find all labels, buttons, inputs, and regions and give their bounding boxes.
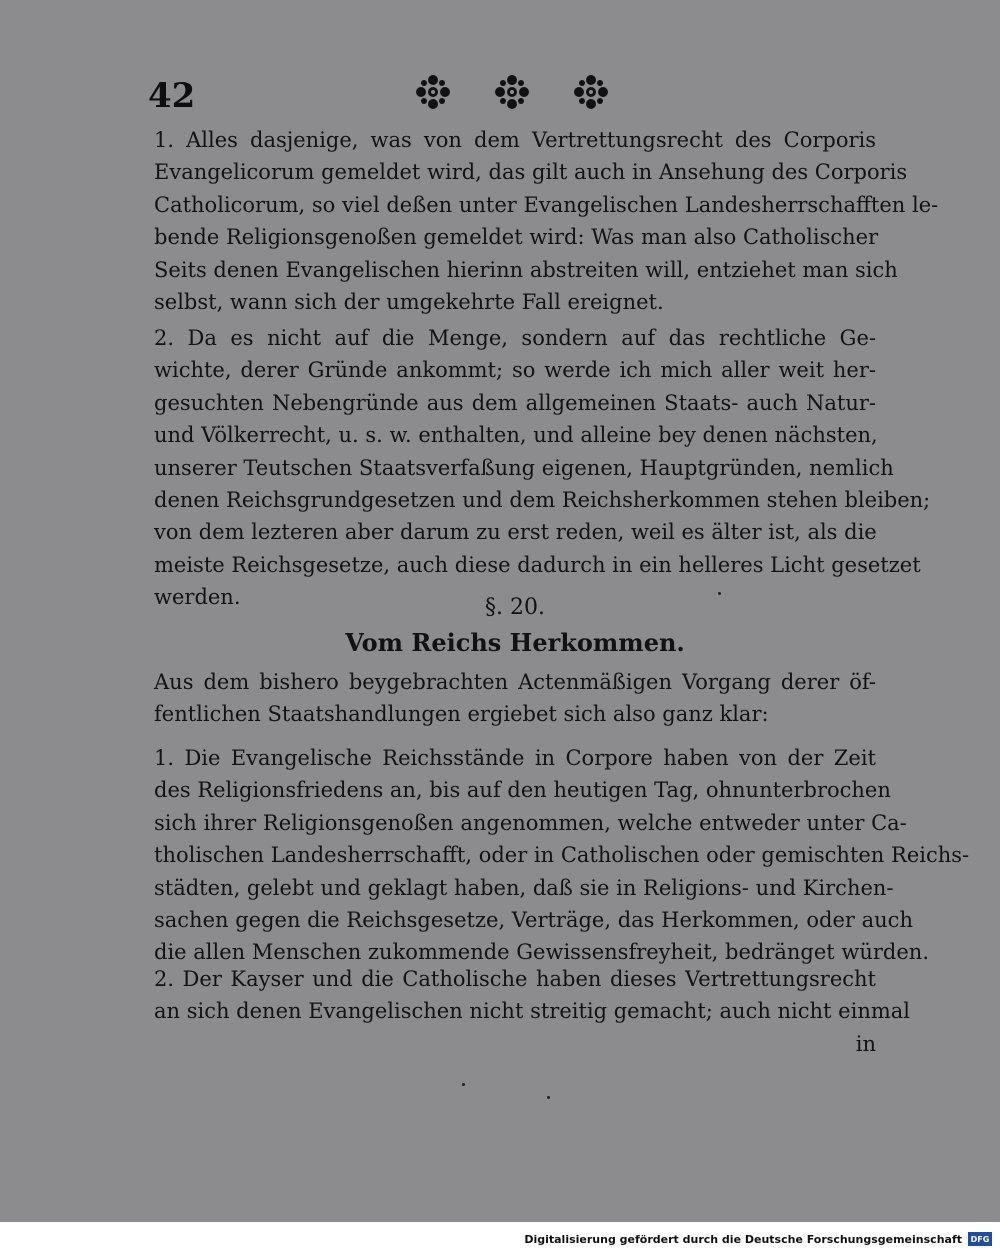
text-line: selbst, wann sich der umgekehrte Fall ereignet. [154, 289, 664, 314]
digitization-footer [524, 1232, 992, 1246]
text-line: meiste Reichsgesetze, auch diese dadurch in ein helleres Licht gesetzet [154, 552, 921, 577]
text-line: des Religionsfriedens an, bis auf den heutigen Tag, ohnunterbrochen [154, 778, 891, 803]
section-number: §. 20. [485, 595, 545, 620]
text-line: Evangelicorum gemeldet wird, das gilt auch in Ansehung des Corporis [154, 160, 908, 185]
print-speck [718, 592, 721, 595]
text-line: tholischen Landesherrschafft, oder in Catholischen oder gemischten Reichs- [154, 843, 970, 868]
paragraph-2 [154, 322, 931, 614]
text-line: wichte, derer Gründe ankommt; so werde ich mich aller weit her- [154, 358, 876, 383]
text-line: 1. Die Evangelische Reichsstände in Corpore haben von der Zeit [154, 746, 876, 770]
paragraph-3 [154, 666, 876, 731]
text-line: von dem lezteren aber darum zu erst reden, weil es älter ist, als die [154, 520, 877, 545]
text-line: Aus dem bishero beygebrachten Actenmäßigen Vorgang derer öf- [154, 670, 876, 694]
paragraph-5 [154, 963, 910, 1060]
footer-credit: Digitalisierung gefördert durch die Deutsche Forschungsgemeinschaft [524, 1232, 962, 1246]
text-line: unserer Teutschen Staatsverfaßung eigenen, Hauptgründen, nemlich [154, 455, 894, 480]
text-line: die allen Menschen zukommende Gewissensfreyheit, bedränget würden. [154, 940, 930, 965]
text-line: werden. [154, 585, 241, 610]
text-line: fentlichen Staatshandlungen ergiebet sich also ganz klar: [154, 702, 769, 727]
text-line: sich ihrer Religionsgenoßen angenommen, welche entweder unter Ca- [154, 810, 907, 835]
print-speck [462, 1083, 465, 1086]
text-line: und Völkerrecht, u. s. w. enthalten, und alleine bey denen nächsten, [154, 423, 878, 448]
paragraph-4 [154, 742, 970, 969]
text-line: Catholicorum, so viel deßen unter Evangelischen Landesherrschafften le- [154, 192, 939, 217]
text-line: 2. Der Kayser und die Catholische haben dieses Vertrettungsrecht [154, 967, 876, 991]
section-heading: Vom Reichs Herkommen. [345, 628, 685, 657]
floral-ornament-icon [413, 72, 453, 112]
floral-ornament-icon [492, 72, 532, 112]
text-line: an sich denen Evangelischen nicht streitig gemacht; auch nicht einmal [154, 999, 910, 1024]
paragraph-1 [154, 124, 939, 318]
text-line: städten, gelebt und geklagt haben, daß sie in Religions- und Kirchen- [154, 875, 894, 900]
text-line: bende Religionsgenoßen gemeldet wird: Was man also Catholischer [154, 225, 879, 250]
dfg-logo-icon: DFG [968, 1232, 992, 1246]
print-speck [547, 1096, 550, 1099]
text-line: 1. Alles dasjenige, was von dem Vertrettungsrecht des Corporis [154, 128, 876, 152]
catchword: in [855, 1031, 876, 1056]
text-line: Seits denen Evangelischen hierinn abstreiten will, entziehet man sich [154, 257, 898, 282]
text-line: gesuchten Nebengründe aus dem allgemeinen Staats- auch Natur- [154, 390, 876, 415]
text-line: 2. Da es nicht auf die Menge, sondern auf das rechtliche Ge- [154, 326, 876, 350]
text-line: sachen gegen die Reichsgesetze, Verträge, das Herkommen, oder auch [154, 907, 913, 932]
page-number: 42 [148, 76, 196, 116]
text-line: denen Reichsgrundgesetzen und dem Reichsherkommen stehen bleiben; [154, 487, 931, 512]
floral-ornament-icon [571, 72, 611, 112]
